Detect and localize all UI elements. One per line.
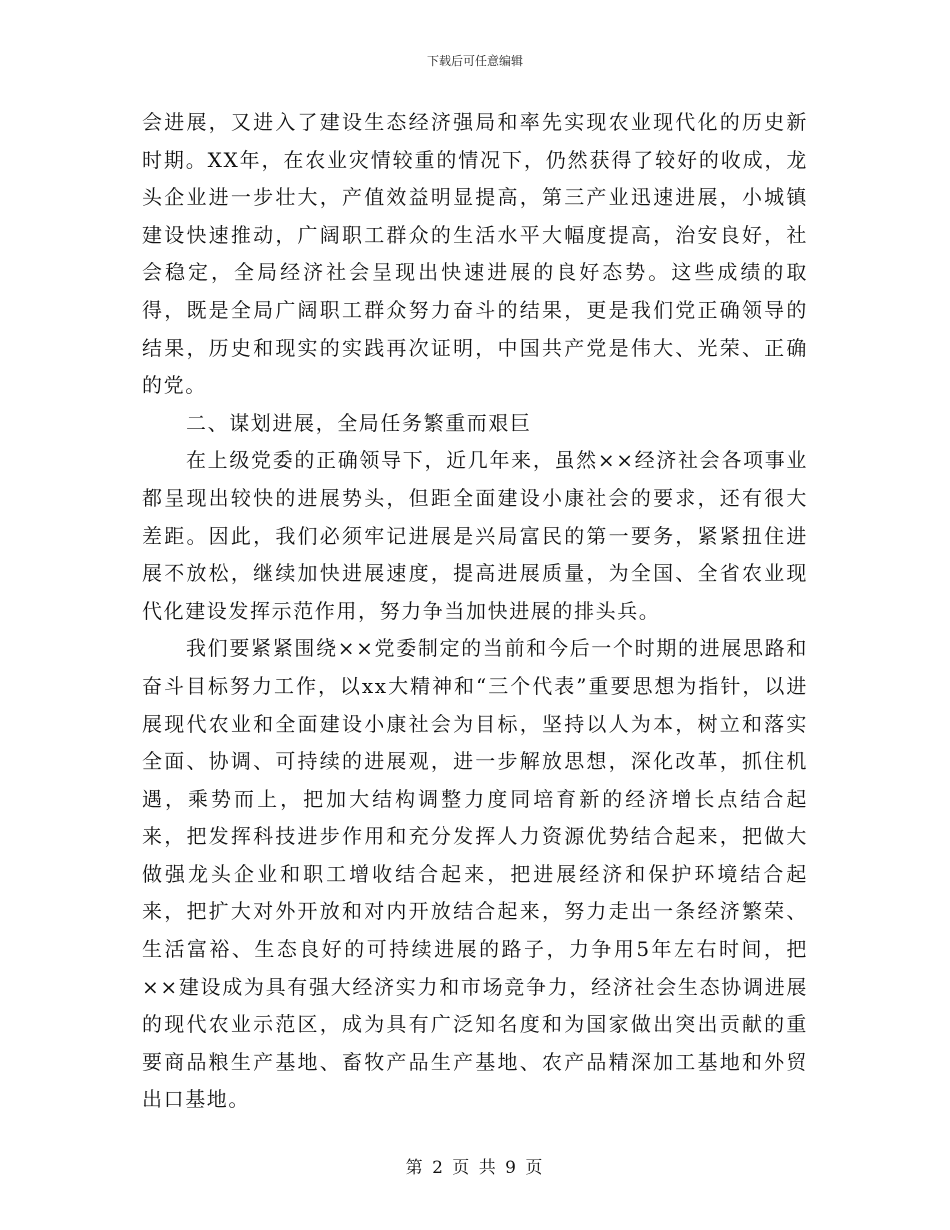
document-body [142,104,808,1119]
page-footer: 第 2 页 共 9 页 [405,1158,545,1178]
paragraph-1: 会进展，又进入了建设生态经济强局和率先实现农业现代化的历史新时期。XX年，在农业灾情较重的情况下，仍然获得了较好的收成，龙头企业进一步壮大，产值效益明显提高，第三产业迅速进展，小城镇建设快速推动，广阔职工群众的生活水平大幅度提高，治安良好，社会稳定，全局经济社会呈现出快速进展的良好态势。这些成绩的取得，既是全局广阔职工群众努力奋斗的结果，更是我们党正确领导的结果，历史和现实的实践再次证明，中国共产党是伟大、光荣、正确的党。 [142,110,808,398]
paragraph-3: 我们要紧紧围绕××党委制定的当前和今后一个时期的进展思路和奋斗目标努力工作，以xx大精神和“三个代表”重要思想为指针，以进展现代农业和全面建设小康社会为目标，坚持以人为本，树立和落实全面、协调、可持续的进展观，进一步解放思想，深化改革，抓住机遇，乘势而上，把加大结构调整力度同培育新的经济增长点结合起来，把发挥科技进步作用和充分发挥人力资源优势结合起来，把做大做强龙头企业和职工增收结合起来，把进展经济和保护环境结合起来，把扩大对外开放和对内开放结合起来，努力走出一条经济繁荣、生活富裕、生态良好的可持续进展的路子，力争用5年左右时间，把××建设成为具有强大经济实力和市场竞争力，经济社会生态协调进展的现代农业示范区，成为具有广泛知名度和为国家做出突出贡献的重要商品粮生产基地、畜牧产品生产基地、农产品精深加工基地和外贸出口基地。 [142,636,808,1112]
paragraph-2: 在上级党委的正确领导下，近几年来，虽然××经济社会各项事业都呈现出较快的进展势头，但距全面建设小康社会的要求，还有很大差距。因此，我们必须牢记进展是兴局富民的第一要务，紧紧扭住进展不放松，继续加快进展速度，提高进展质量，为全国、全省农业现代化建设发挥示范作用，努力争当加快进展的排头兵。 [142,448,808,623]
section-heading-2: 二、谋划进展，全局任务繁重而艰巨 [186,410,532,435]
page-header: 下载后可任意编辑 [426,54,523,68]
